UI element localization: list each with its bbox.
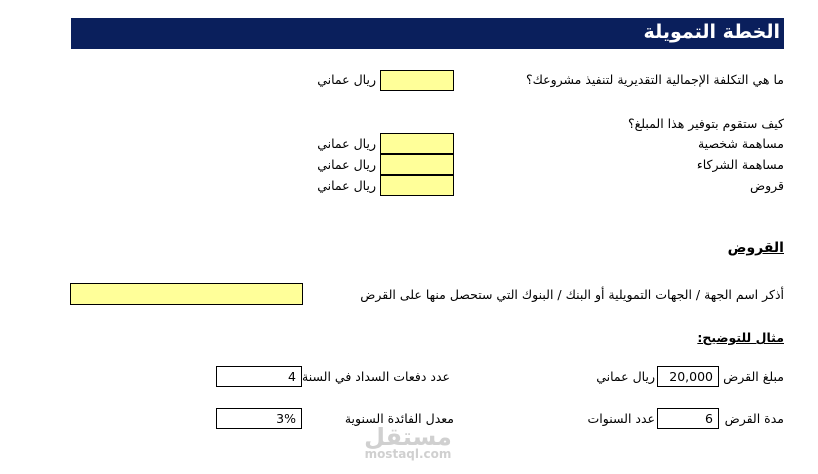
lender-name-input[interactable] <box>70 283 303 305</box>
total-cost-input[interactable] <box>380 70 454 91</box>
loan-amount-label: مبلغ القرض <box>723 369 784 384</box>
watermark-url: mostaql.com <box>364 447 452 461</box>
interest-rate-value[interactable]: 3% <box>216 408 302 429</box>
payments-per-year-value[interactable]: 4 <box>216 366 302 387</box>
loan-duration-unit: عدد السنوات <box>587 411 655 426</box>
personal-contribution-label: مساهمة شخصية <box>697 136 784 151</box>
loan-amount-unit: ريال عماني <box>596 369 655 384</box>
watermark-logo: مستقل <box>364 423 452 451</box>
loan-duration-value[interactable]: 6 <box>657 408 719 429</box>
payments-per-year-label: عدد دفعات السداد في السنة <box>302 369 450 384</box>
partners-contribution-unit: ريال عماني <box>317 157 376 172</box>
loans-input[interactable] <box>380 175 454 196</box>
lender-prompt: أذكر اسم الجهة / الجهات التمويلية أو البنك / البنوك التي ستحصل منها على القرض <box>360 287 784 302</box>
partners-contribution-input[interactable] <box>380 154 454 175</box>
loans-label: قروض <box>749 178 784 193</box>
interest-rate-label: معدل الفائدة السنوية <box>344 411 454 426</box>
loans-unit: ريال عماني <box>317 178 376 193</box>
partners-contribution-label: مساهمة الشركاء <box>696 157 784 172</box>
loans-heading: القروض <box>727 240 784 256</box>
page-title: الخطة التمويلة <box>643 21 780 43</box>
loan-amount-value[interactable]: 20,000 <box>657 366 719 387</box>
example-heading: مثال للتوضيح: <box>697 330 784 345</box>
total-cost-question: ما هي التكلفة الإجمالية التقديرية لتنفيذ مشروعك؟ <box>525 72 784 87</box>
funding-question: كيف ستقوم بتوفير هذا المبلغ؟ <box>627 116 784 131</box>
title-bar <box>71 18 784 49</box>
total-cost-unit: ريال عماني <box>317 72 376 87</box>
mostaql-watermark <box>358 423 458 461</box>
loan-duration-label: مدة القرض <box>724 411 784 426</box>
personal-contribution-input[interactable] <box>380 133 454 154</box>
personal-contribution-unit: ريال عماني <box>317 136 376 151</box>
